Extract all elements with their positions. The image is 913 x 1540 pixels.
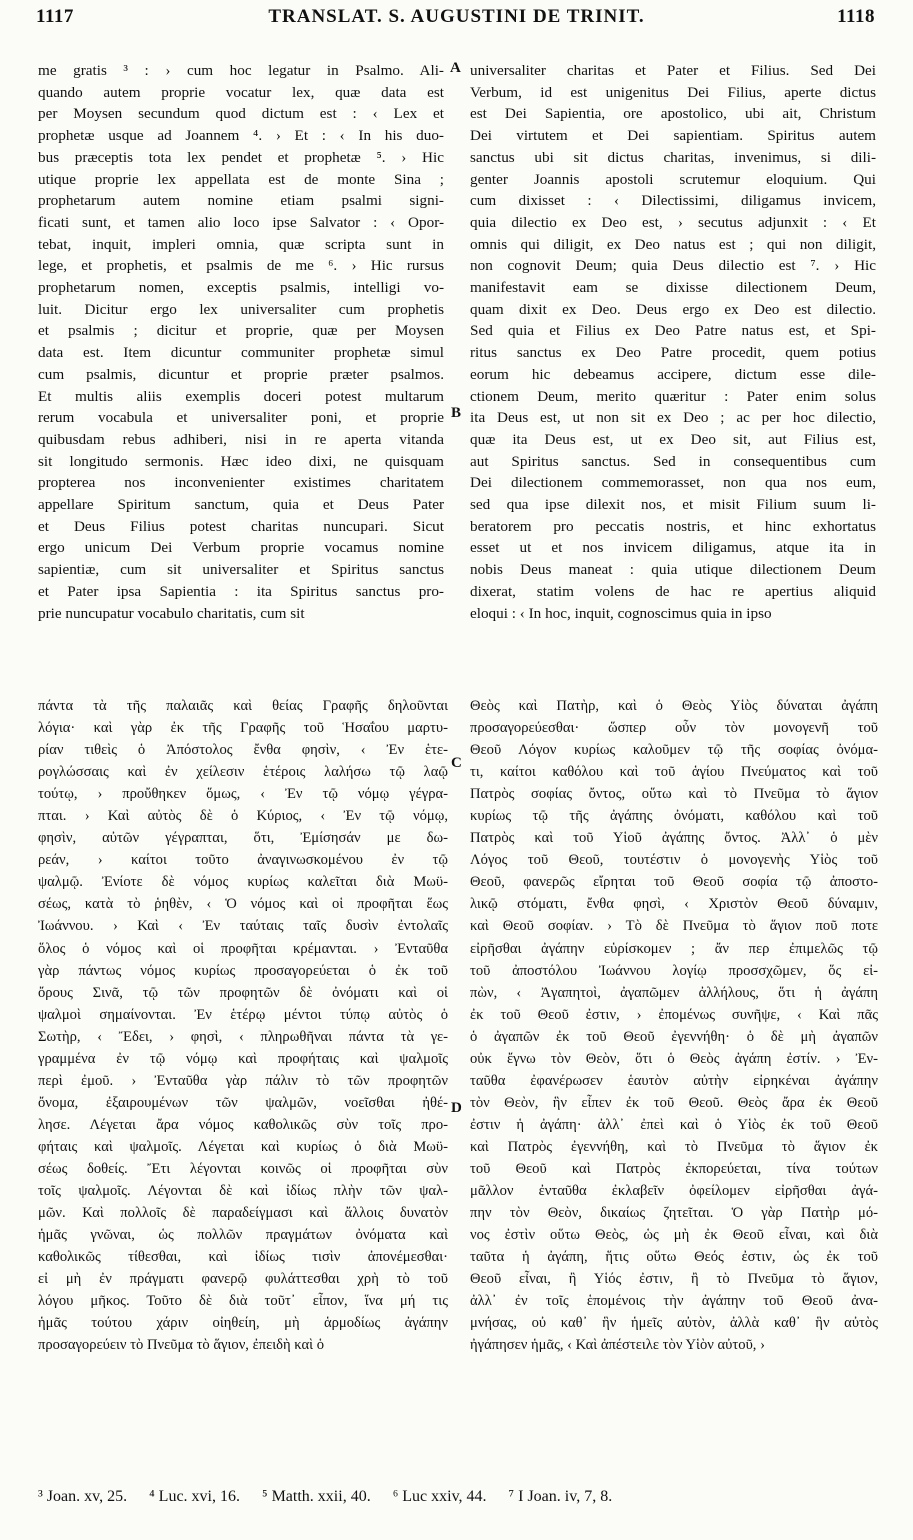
text-line: Dei virtutem et Dei sapientiam. Spiritus autem (470, 127, 876, 145)
text-line: ficati sunt, et tamen alio loco ipse Salvator : ‹ Opor- (38, 213, 444, 231)
text-line: ἐστιν ἡ ἀγάπη· ἀλλ᾽ ἐπεὶ καὶ ὁ Υἱὸς ἐκ τοῦ Θεοῦ (470, 1116, 878, 1133)
text-line: προσαγορεύειν τὸ Πνεῦμα τὸ ἅγιον, ἐπειδὴ καὶ ὁ (38, 1337, 325, 1354)
text-line: sapientiæ, cum sit universaliter et Spiritus sanctus (38, 561, 444, 579)
footnote: ⁷ I Joan. iv, 7, 8. (508, 1488, 613, 1505)
text-line: Θεοῦ εἶναι, ἢ Υἱός ἐστιν, ἢ τὸ Πνεῦμα τὸ ἅγιον, (470, 1271, 878, 1288)
text-line: μῶν. Καὶ πολλοῖς δὲ παραδείγμασι καὶ ἄλλοις δυνατὸν (38, 1205, 448, 1222)
text-line: πην τὸν Θεὸν, δικαίως ζητεῖται. Ὁ γὰρ Πατὴρ μό- (470, 1205, 878, 1222)
text-line: ἐκ τοῦ Θεοῦ ἐστιν, › ἐπομένως συνῆψε, ‹ Καὶ πᾶς (470, 1006, 878, 1023)
text-line: κυρίως τῷ τῆς ἀγάπης ὀνόματι, καθόλου καὶ τοῦ (470, 808, 878, 825)
text-line: ita Deus est, ut non sit ex Deo ; ac per hoc dilectio, (470, 409, 876, 427)
text-line: εἰρῆσθαι ἀγάπην εὑρίσκομεν ; ἄν περ ἐπιμελῶς τῷ (470, 940, 878, 957)
text-line: νος ἐστὶν οὕτω Θεὸς, ὡς μὴ ἐκ Θεοῦ εἶναι, καὶ διὰ (470, 1227, 878, 1244)
text-line: Verbum, id est unigenitus Dei Filius, aperte dictus (470, 83, 876, 101)
text-line: ρεάν, › καίτοι τοῦτο ἀναγινωσκομένου ἐν τῷ (38, 852, 448, 869)
text-line: ctionem Deum, merito quæritur : Pater enim solus (470, 387, 876, 405)
text-line: προσαγορεύεσθαι· ὥσπερ οὖν τὸν μονογενῆ τοῦ (470, 720, 878, 737)
text-line: non cognovit Deum; quia Deus dilectio est ⁷. › Hic (470, 257, 876, 275)
page-header (0, 6, 913, 34)
text-line: Θεοῦ Λόγον κυρίως καλοῦμεν τῷ τῆς σοφίας ὀνόμα- (470, 742, 878, 759)
margin-marker-d: D (451, 1100, 462, 1116)
text-line: ὅλος ὁ νόμος καὶ οἱ προφῆται κρέμανται. › Ἐνταῦθα (38, 940, 448, 957)
text-line: me gratis ³ : › cum hoc legatur in Psalmo. Ali- (38, 62, 444, 79)
text-line: ἠγάπησεν ἡμᾶς, ‹ Καὶ ἀπέστειλε τὸν Υἱὸν αὐτοῦ, › (470, 1337, 765, 1354)
text-line: genter Joannis apostoli scrutemur eloquium. Qui (470, 170, 876, 188)
text-line: dixerat, statim volens de hac re apertius aliquid (470, 582, 876, 600)
footnotes (38, 1488, 888, 1506)
text-line: Et multis aliis exemplis doceri potest multarum (38, 387, 444, 405)
text-line: rerum vocabula et universaliter poni, et proprie (38, 409, 444, 427)
text-line: quam dixit ex Deo. Deus ergo ex Deo est dilectio. (470, 300, 876, 318)
footnote: ⁶ Luc xxiv, 44. (392, 1488, 487, 1505)
text-line: εἰ μὴ ἐν πράγματι φανερῷ φυλάττεσθαι χρὴ τὸ τοῦ (38, 1271, 448, 1288)
text-line: οὐκ ἔγνω τὸν Θεὸν, ὅτι ὁ Θεὸς ἀγάπη ἐστίν. › Ἐν- (470, 1050, 878, 1067)
text-line: Πατρὸς σοφίας ὄντος, οὕτω καὶ τὸ Πνεῦμα τὸ ἅγιον (470, 786, 878, 803)
margin-marker-b: B (451, 405, 462, 421)
text-line: Σωτὴρ, ‹ Ἔδει, › φησὶ, ‹ πληρωθῆναι πάντα τὰ γε- (38, 1028, 448, 1045)
greek-text-right-column (470, 695, 878, 1356)
running-title: TRANSLAT. S. AUGUSTINI DE TRINIT. (268, 6, 645, 27)
text-line: ψαλμῷ. Ἐνίοτε δὲ νόμος κυρίως καλεῖται διὰ Μωϋ- (38, 874, 448, 891)
text-line: ρίαν τιθεὶς ὁ Ἀπόστολος ἔνθα φησὶν, ‹ Ἐν ἑτε- (38, 742, 448, 759)
footnote: ⁴ Luc. xvi, 16. (149, 1488, 240, 1505)
text-line: sed qua ipse dilexit nos, et misit Filium suum li- (470, 496, 876, 514)
latin-text-right-column (470, 60, 876, 624)
margin-marker-c: C (451, 755, 462, 771)
text-line: τι, καίτοι καθόλου καὶ τοῦ ἁγίου Πνεύματος καὶ τοῦ (470, 764, 878, 781)
text-line: πάντα τὰ τῆς παλαιᾶς καὶ θείας Γραφῆς δηλοῦνται (38, 698, 448, 714)
greek-text-left-column (38, 695, 448, 1356)
text-line: Dei dilectionem commemorasset, non qua nos eum, (470, 474, 876, 492)
right-column-number: 1118 (837, 6, 875, 27)
text-line: per Moysen secundum quod dictum est : ‹ Lex et (38, 105, 444, 123)
text-line: eorum hic debeamus accipere, dictum esse dile- (470, 365, 876, 383)
text-line: λόγου μῆκος. Τοῦτο δὲ διὰ τοῦτ᾽ εἶπον, ἵνα μή τις (38, 1293, 448, 1310)
text-line: appellare Spiritum sanctum, quia et Deus Pater (38, 496, 444, 514)
text-line: esset ut et nos invicem diligamus, atque ita in (470, 539, 876, 557)
text-line: καὶ Θεοῦ σοφίαν. › Τὸ δὲ Πνεῦμα τὸ ἅγιον ποῦ ποτε (470, 918, 878, 935)
text-line: eloqui : ‹ In hoc, inquit, cognoscimus quia in ipso (470, 604, 772, 622)
text-line: ἀλλ᾽ ἐν τοῖς ἑπομένοις τὴν ἀγάπην τοῦ Θεοῦ ἀνα- (470, 1293, 878, 1310)
text-line: ἡμᾶς γνῶναι, ὡς πολλῶν πραγμάτων ὀνόματα καὶ (38, 1227, 448, 1244)
text-line: omnis qui diligit, ex Deo natus est ; qui non diligit, (470, 235, 876, 253)
text-line: τοῦ Θεοῦ καὶ Πατρὸς ἐκπορεύεται, τίνα τούτων (470, 1160, 878, 1177)
text-line: καθολικῶς τίθεσθαι, καὶ ἰδίως τισὶν ἀπονέμεσθαι· (38, 1249, 448, 1266)
text-line: τούτῳ, › προὔθηκεν ὅμως, ‹ Ἐν τῷ νόμῳ γέγρα- (38, 786, 448, 803)
text-line: τοῦ ἀποστόλου Ἰωάννου λογίῳ προσσχῶμεν, ὅς εἰ- (470, 962, 878, 979)
text-line: prophetarum autem nomine etiam psalmi signi- (38, 192, 444, 210)
text-line: sanctus ubi sit dictus charitas, invenimus, si dili- (470, 148, 876, 166)
left-column-number: 1117 (36, 6, 74, 27)
text-line: prie nuncupatur vocabulo charitatis, cum sit (38, 604, 305, 622)
text-line: est Dei Sapientia, ore apostolico, ubi ait, Christum (470, 105, 876, 123)
text-line: ἡμᾶς τούτου χάριν οἰηθείη, μὴ ἁρμοδίως ἀγάπην (38, 1315, 448, 1332)
text-line: γὰρ πάντως νόμος κυρίως προσαγορεύεται ὁ ἐκ τοῦ (38, 962, 448, 979)
text-line: καὶ Πατρὸς ἐγεννήθη, καὶ τὸ Πνεῦμα τὸ ἅγιον ἐκ (470, 1138, 878, 1155)
text-line: lege, et prophetis, et psalmis de me ⁶. › Hic rursus (38, 257, 444, 275)
text-line: ritus sanctus ex Deo Patre procedit, quem potius (470, 344, 876, 362)
text-line: luit. Dicitur ergo lex universaliter cum prophetis (38, 300, 444, 318)
text-line: Sed quia et Filius ex Deo Patre natus est, et Spi- (470, 322, 876, 340)
text-line: τοῖς ψαλμοῖς. Λέγονται δὲ καὶ ἰδίως πλὴν τῶν ψαλ- (38, 1183, 448, 1200)
text-line: sit longitudo sermonis. Hæc ideo dixi, ne quisquam (38, 452, 444, 470)
text-line: λησε. Λέγεται ἄρα νόμος καθολικῶς σὺν τοῖς προ- (38, 1116, 448, 1133)
text-line: ὄνομα, ἐξαιρουμένων τῶν ψαλμῶν, νοεῖσθαι ἠθέ- (38, 1094, 448, 1111)
text-line: ὁ ἀγαπῶν ἐκ τοῦ Θεοῦ ἐγεννήθη· ὁ δὲ μὴ ἀγαπῶν (470, 1028, 878, 1045)
text-line: data est. Item dicuntur communiter prophetæ simul (38, 344, 444, 362)
text-line: ταῦτα ἡ ἀγάπη, ἥτις οὕτω Θεός ἐστιν, ὡς ἐκ τοῦ (470, 1249, 878, 1266)
text-line: περὶ ἐμοῦ. › Ἐνταῦθα γὰρ πάλιν τὸ τῶν προφητῶν (38, 1072, 448, 1089)
text-line: γραμμένα ἐν τῷ νόμῳ καὶ προφήταις καὶ ψαλμοῖς (38, 1050, 448, 1067)
text-line: Πατρὸς καὶ τοῦ Υἱοῦ ἀγάπης ὄντος. Ἀλλ᾽ ὁ μὲν (470, 830, 878, 847)
text-line: πὼν, ‹ Ἀγαπητοὶ, ἀγαπῶμεν ἀλλήλους, ὅτι ἡ ἀγάπη (470, 984, 878, 1001)
text-line: bus præceptis tota lex pendet et prophetæ ⁵. › Hic (38, 148, 444, 166)
text-line: utique proprie lex appellata est de monte Sina ; (38, 170, 444, 188)
text-line: λόγια· καὶ γὰρ ἐκ τῆς Γραφῆς τοῦ Ἡσαΐου μαρτυ- (38, 720, 448, 737)
text-line: et psalmis ; dicitur et proprie, quæ per Moysen (38, 322, 444, 340)
text-line: λικῷ στόματι, ἔνθα φησὶ, ‹ Χριστὸν Θεοῦ δύναμιν, (470, 896, 878, 913)
footnote: ³ Joan. xv, 25. (38, 1488, 128, 1505)
text-line: tebat, inquit, impleri omnia, quæ scripta sunt in (38, 235, 444, 253)
text-line: quibusdam rebus adhiberi, nisi in re aperta vitanda (38, 430, 444, 448)
text-line: Ἰωάννου. › Καὶ ‹ Ἐν ταύταις ταῖς δυσὶν ἐντολαῖς (38, 918, 448, 935)
text-line: μᾶλλον ἐνταῦθα ἐκλαβεῖν ὀφείλομεν εἰρῆσθαι ἀγά- (470, 1183, 878, 1200)
text-line: et Pater ipsa Sapientia : ita Spiritus sanctus pro- (38, 582, 444, 600)
text-line: cum psalmis, dicuntur et proprie præter psalmos. (38, 365, 444, 383)
text-line: Θεοῦ, φανερῶς εἴρηται τοῦ Θεοῦ σοφία τῷ ἀποστο- (470, 874, 878, 891)
text-line: ψαλμοὶ σημαίνονται. Ἐν ἑτέρῳ μέντοι τύπῳ αὐτὸς ὁ (38, 1006, 448, 1023)
text-line: cum dixisset : ‹ Dilectissimi, diligamus invicem, (470, 192, 876, 210)
text-line: φήταις καὶ ψαλμοῖς. Λέγεται καὶ κυρίως ὁ διὰ Μωϋ- (38, 1138, 448, 1155)
text-line: Λόγος τοῦ Θεοῦ, τουτέστιν ὁ μονογενὴς Υἱὸς τοῦ (470, 852, 878, 869)
text-line: beratorem pro peccatis nostris, et hinc exhortatus (470, 517, 876, 535)
text-line: propterea nos inconvenienter existimes charitatem (38, 474, 444, 492)
text-line: prophetarum nomen, exceptis psalmis, intelligi vo- (38, 279, 444, 297)
text-line: ergo unicum Dei Verbum proprie vocamus nomine (38, 539, 444, 557)
text-line: quæ ita Deus est, ut ex Deo sit, aut Filius est, (470, 430, 876, 448)
footnote: ⁵ Matth. xxii, 40. (262, 1488, 371, 1505)
text-line: prophetæ usque ad Joannem ⁴. › Et : ‹ In his duo- (38, 127, 444, 145)
text-line: ὄρους Σινᾶ, τῷ τῶν προφητῶν δὲ ὀνόματι καὶ οἱ (38, 984, 448, 1001)
text-line: Θεὸς καὶ Πατὴρ, καὶ ὁ Θεὸς Υἱὸς δύναται ἀγάπη (470, 698, 878, 714)
text-line: manifestavit eam se dixisse dilectionem Deum, (470, 279, 876, 297)
text-line: quando autem proprie vocatur lex, quæ data est (38, 83, 444, 101)
text-line: τὸν Θεὸν, ἣν εἶπεν ἐκ τοῦ Θεοῦ. Θεὸς ἄρα ἐκ Θεοῦ (470, 1094, 878, 1111)
latin-text-left-column (38, 60, 444, 624)
text-line: ταῦθα ἐφανέρωσεν ἑαυτὸν αὐτὴν εἰρηκέναι ἀγάπην (470, 1072, 878, 1089)
text-line: σέως, κατὰ τὸ ῥηθὲν, ‹ Ὁ νόμος καὶ οἱ προφῆται ἕως (38, 896, 448, 913)
text-line: ρογλώσσαις καὶ ἐν χείλεσιν ἑτέροις λαλήσω τῷ λαῷ (38, 764, 448, 781)
text-line: aut Spiritus sanctus. Sed in consequentibus cum (470, 452, 876, 470)
text-line: et Deus Filius potest charitas nuncupari. Sicut (38, 517, 444, 535)
text-line: quia dilectio ex Deo est, › secutus adjunxit : ‹ Et (470, 213, 876, 231)
margin-marker-a: A (450, 60, 461, 76)
text-line: nobis Deus maneat : quia utique dilectionem Deum (470, 561, 876, 579)
text-line: μνήσας, οὐ καθ᾽ ἣν ἡμεῖς αὐτὸν, ἀλλὰ καθ᾽ ἣν αὐτὸς (470, 1315, 878, 1332)
text-line: universaliter charitas et Pater et Filius. Sed Dei (470, 62, 876, 79)
text-line: πται. › Καὶ αὐτὸς δὲ ὁ Κύριος, ‹ Ἐν τῷ νόμῳ, (38, 808, 448, 825)
text-line: φησὶν, αὐτῶν γέγραπται, ὅτι, Ἐμίσησάν με δω- (38, 830, 448, 847)
text-line: σέως δοθείς. Ἔτι λέγονται κοινῶς οἱ προφῆται σὺν (38, 1160, 448, 1177)
